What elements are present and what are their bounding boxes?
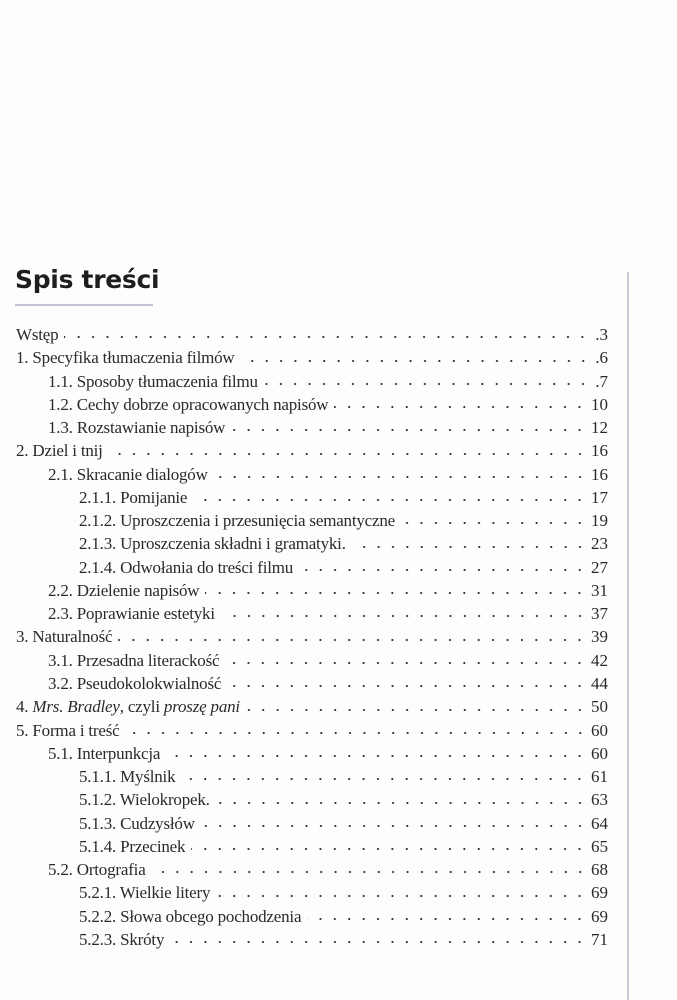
toc-entry <box>16 323 608 346</box>
title-part: 3.1. Przesadna literackość <box>48 650 220 670</box>
toc-entry <box>16 370 608 393</box>
toc-entry-title <box>48 602 215 625</box>
toc-entry <box>16 346 608 369</box>
toc-page-number: 12 <box>591 418 608 438</box>
title-part: 2.3. Poprawianie estetyki <box>48 604 215 624</box>
title-part: 5.2.1. Wielkie litery <box>79 883 211 903</box>
title-part: 3. Naturalność <box>16 627 113 647</box>
toc-entry <box>16 928 608 951</box>
toc-entry <box>16 649 608 672</box>
dot-leader <box>299 567 587 573</box>
toc-page-number: 64 <box>591 813 608 833</box>
toc-entry-title <box>48 463 208 486</box>
toc-page-number: 68 <box>591 860 608 880</box>
toc-entry <box>16 765 608 788</box>
toc-entry-title <box>16 695 240 718</box>
toc-page-number: 23 <box>591 534 608 554</box>
toc-entry-title <box>16 625 112 648</box>
toc-entry-title <box>48 858 146 881</box>
toc-entry-title <box>79 556 293 579</box>
toc-entry-title <box>16 439 103 462</box>
dot-leader <box>170 939 587 945</box>
toc-entry <box>16 532 608 555</box>
toc-entry <box>16 463 608 486</box>
toc-entry <box>16 486 608 509</box>
dot-leader <box>264 381 590 387</box>
title-part: 1. Specyfika tłumaczenia filmów <box>16 348 235 368</box>
toc-entry-title <box>48 370 258 393</box>
title-part: 2.1.2. Uproszczenia i przesunięcia semantyczne <box>79 511 396 531</box>
italic-title-part: Mrs. Bradley <box>32 697 120 717</box>
toc-entry-title <box>79 835 185 858</box>
dot-leader <box>109 451 587 457</box>
dot-leader <box>401 520 587 526</box>
toc-page-number: 61 <box>591 767 608 787</box>
page-edge-line <box>627 272 629 1000</box>
title-part: 2.1.1. Pomijanie <box>79 487 188 507</box>
toc-entry <box>16 695 608 718</box>
toc-page-number: .3 <box>595 325 608 344</box>
toc-entry <box>16 788 608 811</box>
dot-leader <box>205 590 587 596</box>
title-underline <box>15 304 153 306</box>
dot-leader <box>181 776 587 782</box>
title-part: 5.1.4. Przecinek <box>79 836 186 856</box>
toc-page-number: 27 <box>591 557 608 577</box>
dot-leader <box>221 613 587 619</box>
title-part: 2.1.4. Odwołania do treści filmu <box>79 557 294 577</box>
dot-leader <box>191 846 587 852</box>
toc-entry-title <box>48 393 328 416</box>
dot-leader <box>152 869 587 875</box>
toc-entry <box>16 579 608 602</box>
toc-page-number: 50 <box>591 697 608 717</box>
toc-entry <box>16 625 608 648</box>
dot-leader <box>64 334 590 340</box>
toc-page-number: 63 <box>591 790 608 810</box>
dot-leader <box>193 497 587 503</box>
toc-entry-title <box>79 486 187 509</box>
toc-page-number: 65 <box>591 836 608 856</box>
toc-entry-title <box>79 509 395 532</box>
title-part: 2.1.3. Uproszczenia składni i gramatyki. <box>79 534 346 554</box>
dot-leader <box>214 474 587 480</box>
toc-entry-title <box>79 532 346 555</box>
toc-entry <box>16 556 608 579</box>
toc-page-number: .7 <box>595 371 608 391</box>
toc-page-number: 60 <box>591 743 608 763</box>
dot-leader <box>227 683 587 689</box>
title-part: 5.1.1. Myślnik <box>79 767 176 787</box>
toc-entry-title <box>48 672 221 695</box>
toc-page-number: 37 <box>591 604 608 624</box>
toc-page-number: 60 <box>591 720 608 740</box>
title-part: 2.1. Skracanie dialogów <box>48 464 208 484</box>
title-part: 5.1.2. Wielokropek. <box>79 790 210 810</box>
dot-leader <box>334 404 587 410</box>
toc-entry-title <box>79 905 301 928</box>
toc-page-number: 42 <box>591 650 608 670</box>
title-part: 5.1.3. Cudzysłów <box>79 813 195 833</box>
title-part: 5. Forma i treść <box>16 720 120 740</box>
title-part: 5.2. Ortografia <box>48 860 146 880</box>
toc-entry <box>16 719 608 742</box>
dot-leader <box>126 730 588 736</box>
toc-entry-title <box>79 765 175 788</box>
toc-page-number: 16 <box>591 464 608 484</box>
toc-entry <box>16 672 608 695</box>
toc-page-number: 19 <box>591 511 608 531</box>
toc-entry-title <box>79 812 195 835</box>
toc-entry-title <box>79 788 210 811</box>
dot-leader <box>352 544 587 550</box>
toc-page-number: 69 <box>591 906 608 926</box>
toc-entry <box>16 881 608 904</box>
toc-page-number: 17 <box>591 487 608 507</box>
dot-leader <box>216 893 587 899</box>
italic-title-part: proszę pani <box>163 697 240 717</box>
title-part: 2. Dziel i tnij <box>16 441 103 461</box>
toc-entry-title <box>48 742 160 765</box>
dot-leader <box>241 358 590 364</box>
toc-entry <box>16 509 608 532</box>
toc-entry <box>16 835 608 858</box>
dot-leader <box>225 660 587 666</box>
dot-leader <box>246 707 587 713</box>
toc-page-number: 69 <box>591 883 608 903</box>
toc-entry-title <box>48 579 199 602</box>
toc-entry-title <box>16 323 58 346</box>
toc-entry <box>16 858 608 881</box>
toc-entry-title <box>48 416 225 439</box>
title-part: 2.2. Dzielenie napisów <box>48 580 200 600</box>
table-of-contents <box>16 323 608 951</box>
dot-leader <box>201 823 587 829</box>
toc-entry-title <box>48 649 219 672</box>
title-part: 5.2.2. Słowa obcego pochodzenia <box>79 906 302 926</box>
title-part: Wstęp <box>16 325 59 344</box>
toc-entry <box>16 439 608 462</box>
toc-page-number: 71 <box>591 929 608 949</box>
page-title: Spis treści <box>15 265 160 294</box>
toc-page-number: 10 <box>591 394 608 414</box>
toc-entry <box>16 812 608 835</box>
toc-entry-title <box>16 346 235 369</box>
toc-entry-title <box>79 881 210 904</box>
toc-entry-title <box>79 928 164 951</box>
toc-entry <box>16 416 608 439</box>
toc-page-number: 44 <box>591 673 608 693</box>
toc-page-number: 39 <box>591 627 608 647</box>
title-part: 1.2. Cechy dobrze opracowanych napisów <box>48 394 329 414</box>
toc-entry <box>16 905 608 928</box>
title-part: 5.1. Interpunkcja <box>48 743 161 763</box>
toc-entry <box>16 393 608 416</box>
title-part: 1.3. Rozstawianie napisów <box>48 418 226 438</box>
toc-entry-title <box>16 719 120 742</box>
title-part: , czyli <box>119 697 164 717</box>
toc-entry <box>16 602 608 625</box>
title-part: 5.2.3. Skróty <box>79 929 165 949</box>
dot-leader <box>118 637 587 643</box>
toc-entry <box>16 742 608 765</box>
dot-leader <box>307 916 587 922</box>
dot-leader <box>216 800 587 806</box>
dot-leader <box>166 753 587 759</box>
toc-page-number: 16 <box>591 441 608 461</box>
toc-page-number: 31 <box>591 580 608 600</box>
title-part: 3.2. Pseudokolokwialność <box>48 673 222 693</box>
title-part: 4. <box>16 697 33 717</box>
title-part: 1.1. Sposoby tłumaczenia filmu <box>48 371 258 391</box>
dot-leader <box>231 427 587 433</box>
toc-page-number: .6 <box>595 348 608 368</box>
